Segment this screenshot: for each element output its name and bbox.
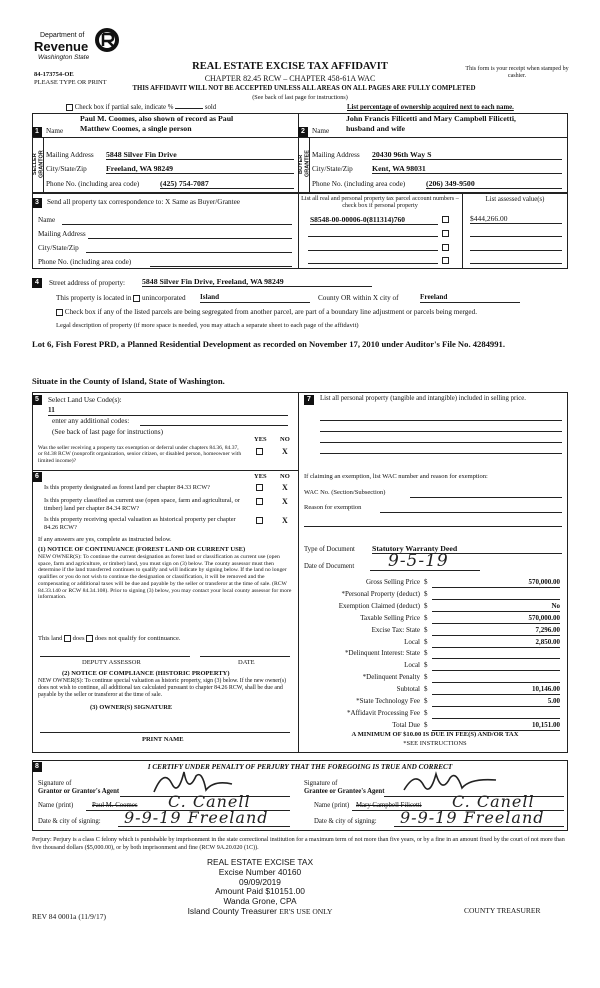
- city-value: Freeland: [420, 293, 520, 303]
- county-label: County OR within X city of: [318, 294, 399, 302]
- does-not-label: does not qualify for continuance.: [94, 635, 181, 642]
- notice2-body: NEW OWNER(S): To continue special valuation as historic property, sign (3) below. If the new owner(s) does not wish to continue, all additional tax calculated pursuant to chapter 84.26 RCW, shall be due and payable by the seller or transferor at the time of sale.: [38, 678, 287, 698]
- grantee-date-city: 9-9-19 Freeland: [400, 808, 545, 827]
- does-checkbox[interactable]: [64, 635, 71, 642]
- grantee-date-city-label: Date & city of signing:: [314, 818, 377, 825]
- buyer-city-label: City/State/Zip: [312, 165, 353, 173]
- legal-label: Legal description of property (if more space is needed, you may attach a separate sheet to each page of the affidavit): [56, 322, 359, 329]
- tax-row-label: Subtotal: [396, 685, 420, 694]
- seller-city-label: City/State/Zip: [46, 165, 87, 173]
- tax-row-label: *Delinquent Interest: State: [344, 649, 420, 658]
- partial-sale-checkbox[interactable]: [66, 104, 73, 111]
- parcel-header: List all real and personal property tax parcel account numbers – check box if personal property: [301, 195, 459, 210]
- personal-property-label: List all personal property (tangible and intangible) included in selling price.: [320, 395, 526, 402]
- type-or-print: PLEASE TYPE OR PRINT: [34, 79, 107, 86]
- correspondence-label: [47, 198, 240, 207]
- tax-row-dollar: $: [424, 637, 428, 646]
- q2-no-mark[interactable]: X: [282, 497, 288, 506]
- tax-row-label: Taxable Selling Price: [360, 613, 420, 622]
- receipt-note: This form is your receipt when stamped by cashier.: [465, 66, 569, 80]
- exemption-claim-label: If claiming an exemption, list WAC number and reason for exemption:: [304, 473, 488, 480]
- tax-row-label: *Affidavit Processing Fee: [347, 708, 420, 717]
- tax-row-dollar: $: [424, 697, 428, 705]
- grantee-name-print-label: Name (print): [314, 802, 350, 809]
- dept-line2: Revenue: [34, 39, 89, 54]
- seller-mailing: 5848 Silver Fin Drive: [106, 150, 294, 160]
- tax-row-label: Gross Selling Price: [365, 578, 420, 586]
- tax-row-value: 2,850.00: [432, 638, 560, 648]
- seller-city: Freeland, WA 98249: [106, 164, 294, 174]
- doc-type-label: Type of Document: [304, 546, 355, 553]
- segregated-checkbox[interactable]: [56, 309, 63, 316]
- tax-row-dollar: $: [424, 649, 428, 658]
- section-7-number: 7: [304, 395, 314, 405]
- land-use-code: 11: [48, 406, 288, 416]
- q3-yes-checkbox[interactable]: [256, 517, 263, 524]
- located-in-label: This property is located in: [56, 294, 132, 302]
- wac-label: WAC No. (Section/Subsection): [304, 489, 386, 496]
- section-5-number: 5: [32, 395, 42, 405]
- tax-row-dollar: $: [424, 589, 428, 598]
- seller-name-line1: Paul M. Coomes, also shown of record as Paul: [80, 114, 234, 123]
- grantee-sig-label2: Grantee or Grantee's Agent: [304, 788, 385, 796]
- tax-row-value: No: [432, 602, 560, 612]
- q2-yes-checkbox[interactable]: [256, 498, 263, 505]
- tax-row-value: 10,146.00: [432, 685, 560, 695]
- buyer-phone: (206) 349-9500: [426, 179, 562, 189]
- tax-row-dollar: $: [424, 708, 428, 717]
- assessed-header: List assessed value(s): [485, 196, 545, 203]
- corr-city-label: City/State/Zip: [38, 244, 79, 252]
- partial-sale-label: Check box if partial sale, indicate %: [74, 104, 174, 112]
- tax-row-dollar: $: [424, 613, 428, 622]
- tax-row-label: Exemption Claimed (deduct): [338, 601, 420, 610]
- this-land-label: This land: [38, 635, 63, 642]
- section-4-number: 4: [32, 278, 42, 288]
- stamp-line6b: ER'S USE ONLY: [279, 906, 333, 916]
- q1-no-mark[interactable]: X: [282, 483, 288, 492]
- no-header-6: NO: [280, 473, 290, 480]
- stamp-line5: Wanda Grone, CPA: [223, 896, 297, 906]
- tax-row-label: Local: [404, 637, 420, 646]
- stamp-line4: Amount Paid $10151.00: [215, 886, 305, 897]
- page-title: REAL ESTATE EXCISE TAX AFFIDAVIT: [192, 61, 388, 72]
- stamp-line6: Island County Treasurer: [187, 905, 277, 916]
- doc-type: Statutory Warranty Deed: [372, 544, 562, 554]
- any-yes-note: If any answers are yes, complete as instructed below.: [38, 536, 172, 543]
- seller-side-label: SELLER GRANTOR: [32, 150, 45, 178]
- form-revision: REV 84 0001a (11/9/17): [32, 912, 106, 921]
- print-name-label: PRINT NAME: [142, 736, 184, 743]
- grantor-name-printed: Paul M. Coomes: [92, 802, 138, 809]
- section-3-number: 3: [32, 198, 42, 208]
- q2-current-use: Is this property classified as current use (open space, farm and agricultural, or timber) land per chapter 84.34 RCW?: [44, 497, 240, 512]
- tax-row-value: [432, 673, 560, 683]
- tax-row-dollar: $: [424, 601, 428, 610]
- buyer-mailing-label: Mailing Address: [312, 151, 360, 159]
- tax-row-label: Local: [404, 661, 420, 670]
- notice1-body: NEW OWNER(S): To continue the current designation as forest land or classification as current use (open space, farm and agriculture, or timber) land, you must sign on (3) below. The county assessor must then determine if the land transferred continues to qualify and will indicate by signing below. If the land no longer qualifies or you do not wish to continue the designation or classification, it will be removed and the compensating or additional taxes will be due and payable by the seller or transferor at the time of sale. (RCW 84.33.140 or RCW 84.34.108). Prior to signing (3) below, you may contact your local county assessor for more information.: [38, 554, 292, 601]
- chapter-ref: CHAPTER 82.45 RCW – CHAPTER 458-61A WAC: [204, 74, 376, 83]
- tax-row-dollar: $: [424, 720, 428, 729]
- see-instructions: *SEE INSTRUCTIONS: [403, 740, 467, 747]
- reason-label: Reason for exemption: [304, 504, 362, 511]
- seller-mailing-label: Mailing Address: [46, 151, 94, 159]
- grantee-name-printed: Mary Campbell Filicetti: [356, 802, 422, 809]
- minimum-note: A MINIMUM OF $10.00 IS DUE IN FEE(S) AND/OR TAX: [351, 731, 519, 738]
- tax-row-value: 570,000.00: [432, 614, 560, 624]
- doc-date-label: Date of Document: [304, 563, 355, 570]
- tax-row-label: Excise Tax: State: [371, 625, 420, 634]
- tax-row-label: *Delinquent Penalty: [362, 673, 420, 682]
- ownership-note: List percentage of ownership acquired next to each name.: [347, 104, 514, 111]
- parcel-number: S8548-00-00006-0(811314)760: [310, 215, 438, 225]
- no-header-5: NO: [280, 436, 290, 443]
- buyer-city: Kent, WA 98031: [372, 164, 562, 174]
- seller-name-label: Name: [46, 127, 64, 135]
- tax-row-value: 10,151.00: [432, 721, 560, 731]
- parcel-1-personal-checkbox[interactable]: [442, 216, 449, 223]
- section-8-number: 8: [32, 762, 42, 772]
- correspondence-text: Send all property tax correspondence to:: [47, 198, 164, 206]
- grantee-name-handwritten: C. Canell: [452, 792, 535, 811]
- land-use-label: Select Land Use Code(s):: [48, 396, 122, 404]
- grantor-name-print-label: Name (print): [38, 802, 74, 809]
- dor-logo: [34, 28, 124, 66]
- partial-sale-row: [66, 104, 216, 112]
- tax-row-dollar: $: [424, 685, 428, 694]
- see-back-header: (See back of last page for instructions): [252, 94, 348, 101]
- tax-row-value: [432, 649, 560, 659]
- assessed-value: $444,266.00: [470, 214, 508, 223]
- same-as-buyer: X Same as Buyer/Grantee: [165, 198, 241, 206]
- deputy-assessor-label: DEPUTY ASSESSOR: [82, 659, 141, 666]
- tax-row-label: *State Technology Fee: [356, 697, 420, 705]
- parcel-4-personal-checkbox[interactable]: [442, 257, 449, 264]
- parcel-3-personal-checkbox[interactable]: [442, 244, 449, 251]
- stamp-line2: Excise Number 40160: [218, 866, 302, 877]
- located-in-row: [56, 294, 186, 303]
- tax-row-dollar: $: [424, 625, 428, 634]
- dept-line1: Department of: [40, 32, 85, 39]
- treasurer-stamp: [150, 858, 370, 917]
- q3-historic: Is this property receiving special valuation as historical property per chapter 84.26 RCW?: [44, 516, 236, 531]
- stamp-line3: 09/09/2019: [239, 876, 281, 887]
- dor-logo-icon: [94, 28, 120, 52]
- tax-row-value: [432, 709, 560, 719]
- yes-header-6: YES: [254, 473, 267, 480]
- does-not-checkbox[interactable]: [86, 635, 93, 642]
- tax-row-value: 7,296.00: [432, 626, 560, 636]
- legal-description: Lot 6, Fish Forest PRD, a Planned Residential Development as recorded on November 17, 2010 under Auditor's File No. 4284991.: [32, 339, 505, 349]
- unincorporated-label: unincorporated: [142, 294, 186, 302]
- grantor-sig-label2: Grantor or Grantor's Agent: [38, 788, 120, 796]
- grantor-sig-label1: Signature of: [38, 780, 72, 787]
- unincorporated-checkbox[interactable]: [133, 295, 140, 302]
- corr-phone-label: Phone No. (including area code): [38, 258, 132, 266]
- tax-row-label: *Personal Property (deduct): [341, 589, 420, 598]
- buyer-name-line2: husband and wife: [346, 124, 405, 133]
- tax-row-value: [432, 661, 560, 671]
- tax-row-dollar: $: [424, 673, 428, 682]
- this-land-row: [38, 635, 181, 643]
- exemption-yes-checkbox[interactable]: [256, 448, 263, 455]
- see-back-5: (See back of last page for instructions): [52, 428, 163, 436]
- buyer-mailing: 20430 96th Way S: [372, 150, 562, 160]
- q1-yes-checkbox[interactable]: [256, 484, 263, 491]
- grantor-date-city: 9-9-19 Freeland: [124, 808, 269, 827]
- corr-name-label: Name: [38, 216, 56, 224]
- section-2-number: 2: [298, 127, 308, 137]
- seller-phone: (425) 754-7087: [160, 179, 294, 189]
- q1-forest: Is this property designated as forest land per chapter 84.33 RCW?: [44, 484, 210, 491]
- tax-row-dollar: $: [424, 661, 428, 670]
- grantor-date-city-label: Date & city of signing:: [38, 818, 101, 825]
- notice-line: THIS AFFIDAVIT WILL NOT BE ACCEPTED UNLESS ALL AREAS ON ALL PAGES ARE FULLY COMPLETED: [132, 85, 476, 92]
- seller-phone-label: Phone No. (including area code): [46, 180, 140, 188]
- tax-row-dollar: $: [424, 578, 428, 586]
- notice2-title: (2) NOTICE OF COMPLIANCE (HISTORIC PROPERTY): [62, 670, 230, 677]
- street-label: Street address of property:: [49, 279, 126, 287]
- grantor-sig-label: [38, 780, 119, 796]
- dept-line3: Washington State: [38, 54, 90, 61]
- additional-codes-label: enter any additional codes:: [52, 417, 130, 425]
- doc-date-handwritten: 9-5-19: [388, 551, 449, 571]
- county-value: Island: [200, 293, 310, 303]
- does-label: does: [72, 635, 85, 642]
- grantee-sig-label: [304, 780, 384, 796]
- exemption-no-mark[interactable]: X: [282, 447, 288, 456]
- buyer-phone-label: Phone No. (including area code): [312, 180, 406, 188]
- county-treasurer-label: COUNTY TREASURER: [464, 906, 541, 915]
- segregated-row: [56, 308, 477, 317]
- corr-mailing-label: Mailing Address: [38, 230, 86, 238]
- exemption-question: Was the seller receiving a property tax exemption or deferral under chapters 84.36, 84.37, or 84.38 RCW (nonprofit organization, senior citizen, or disabled person, homeowner with limited income)?: [38, 445, 242, 464]
- section-1-number: 1: [32, 127, 42, 137]
- yes-header-5: YES: [254, 436, 267, 443]
- tax-row-value: 5.00: [432, 697, 560, 707]
- buyer-side-label: BUYER GRANTEE: [298, 150, 311, 178]
- q3-no-mark[interactable]: X: [282, 516, 288, 525]
- seller-name-line2: Matthew Coomes, a single person: [80, 124, 192, 133]
- certify-statement: I CERTIFY UNDER PENALTY OF PERJURY THAT THE FOREGOING IS TRUE AND CORRECT: [147, 763, 453, 771]
- buyer-name-label: Name: [312, 127, 330, 135]
- perjury-statement: Perjury: Perjury is a class C felony which is punishable by imprisonment in the state correctional institution for a maximum term of not more than five years, or by a fine in an amount fixed by the court of not more than five thousand dollars ($5,000.00), or by both imprisonment and fine (RCW 9A.20.020 (1C)).: [32, 837, 565, 851]
- parcel-2-personal-checkbox[interactable]: [442, 230, 449, 237]
- segregated-note: Check box if any of the listed parcels are being segregated from another parcel, are part of a boundary line adjustment or parcels being merged.: [64, 308, 477, 316]
- grantee-sig-label1: Signature of: [304, 780, 338, 787]
- tax-row-value: [432, 590, 560, 600]
- street-address: 5848 Silver Fin Drive, Freeland, WA 98249: [142, 277, 372, 287]
- stamp-line1: REAL ESTATE EXCISE TAX: [206, 857, 314, 867]
- situate-line: Situate in the County of Island, State of Washington.: [32, 376, 225, 386]
- tax-row-label: Total Due: [392, 720, 420, 729]
- grantor-name-handwritten: C. Canell: [168, 792, 251, 811]
- sold-label: sold: [204, 104, 217, 112]
- form-code: 84-173754-OE: [34, 71, 74, 78]
- assessor-date-label: DATE: [238, 659, 255, 666]
- buyer-name-line1: John Francis Filicetti and Mary Campbell Filicetti,: [346, 114, 516, 123]
- section-6-number: 6: [32, 472, 42, 482]
- owner-signature-label: (3) OWNER(S) SIGNATURE: [90, 704, 173, 711]
- notice1-title: (1) NOTICE OF CONTINUANCE (FOREST LAND OR CURRENT USE): [38, 546, 246, 553]
- tax-row-value: 570,000.00: [432, 578, 560, 588]
